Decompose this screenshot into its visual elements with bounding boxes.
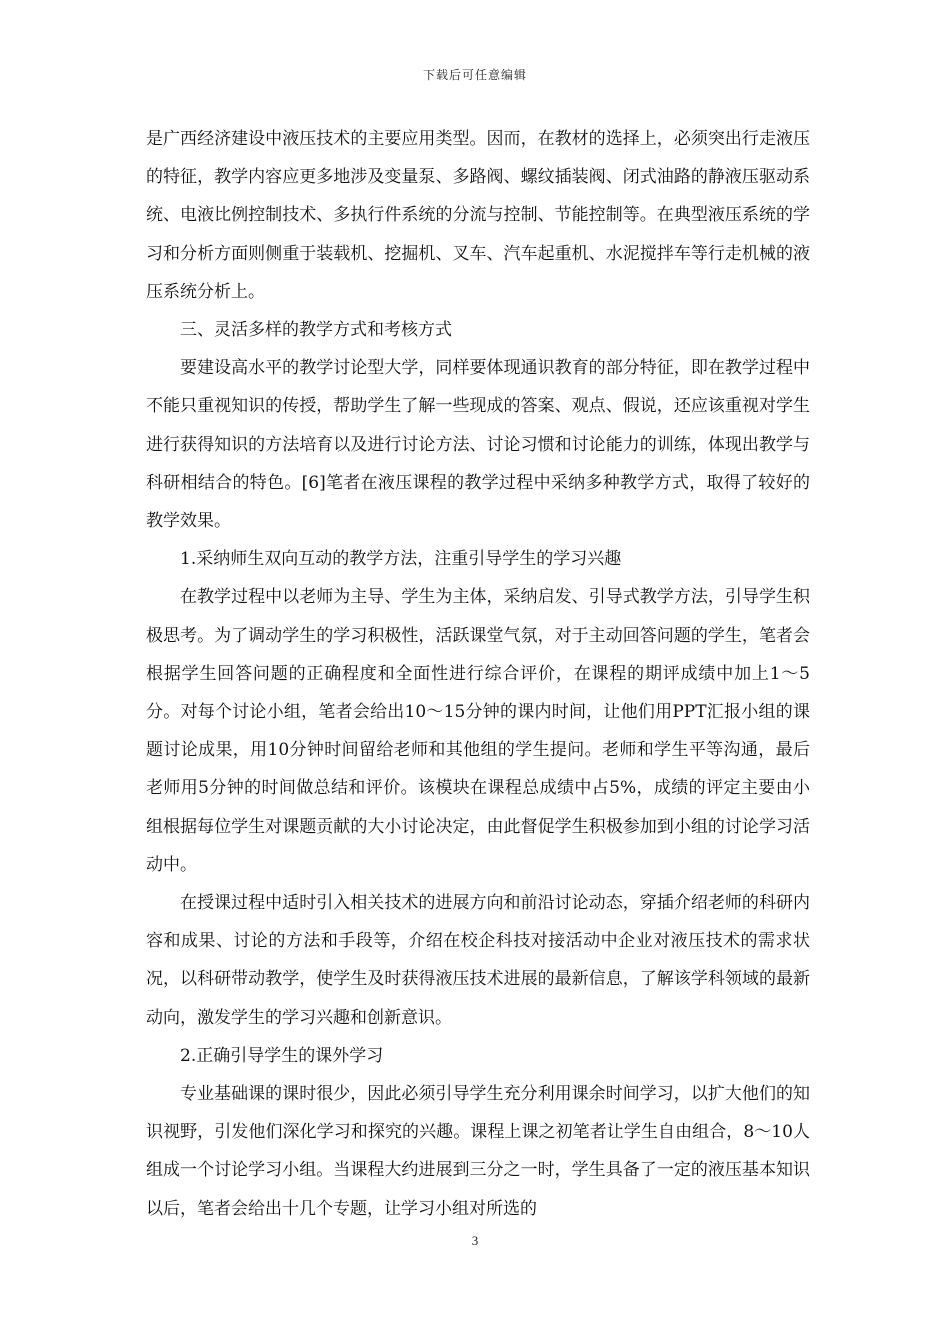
document-body [146,120,810,1228]
paragraph-continuation: 是广西经济建设中液压技术的主要应用类型。因而，在教材的选择上，必须突出行走液压的特征，教学内容应更多地涉及变量泵、多路阀、螺纹插装阀、闭式油路的静液压驱动系统、电液比例控制技术、多执行件系统的分流与控制、节能控制等。在典型液压系统的学习和分析方面则侧重于装载机、挖掘机、叉车、汽车起重机、水泥搅拌车等行走机械的液压系统分析上。 [146,129,810,302]
section-heading: 三、灵活多样的教学方式和考核方式 [180,320,452,341]
paragraph: 在授课过程中适时引入相关技术的进展方向和前沿讨论动态，穿插介绍老师的科研内容和成果、讨论的方法和手段等，介绍在校企科技对接活动中企业对液压技术的需求状况，以科研带动教学，使学生及时获得液压技术进展的最新信息，了解该学科领域的最新动向，激发学生的学习兴趣和创新意识。 [146,893,810,1028]
header-note: 下载后可任意编辑 [422,68,527,82]
subsection-heading: 2.正确引导学生的课外学习 [180,1045,384,1066]
paragraph: 要建设高水平的教学讨论型大学，同样要体现通识教育的部分特征，即在教学过程中不能只重视知识的传授，帮助学生了解一些现成的答案、观点、假说，还应该重视对学生进行获得知识的方法培育以及进行讨论方法、讨论习惯和讨论能力的训练，体现出教学与科研相结合的特色。[6]笔者在液压课程的教学过程中采纳多种教学方式，取得了较好的教学效果。 [146,358,810,532]
paragraph: 专业基础课的课时很少，因此必须引导学生充分利用课余时间学习，以扩大他们的知识视野，引发他们深化学习和探究的兴趣。课程上课之初笔者让学生自由组合，8～10人组成一个讨论学习小组。当课程大约进展到三分之一时，学生具备了一定的液压基本知识以后，笔者会给出十几个专题，让学习小组对所选的 [146,1084,810,1219]
page-number: 3 [471,1233,479,1248]
subsection-heading: 1.采纳师生双向互动的教学方法，注重引导学生的学习兴趣 [180,549,622,570]
paragraph: 在教学过程中以老师为主导、学生为主体，采纳启发、引导式教学方法，引导学生积极思考。为了调动学生的学习积极性，活跃课堂气氛，对于主动回答问题的学生，笔者会根据学生回答问题的正确程度和全面性进行综合评价，在课程的期评成绩中加上1～5分。对每个讨论小组，笔者会给出10～15分钟的课内时间，让他们用PPT汇报小组的课题讨论成果，用10分钟时间留给老师和其他组的学生提问。老师和学生平等沟通，最后老师用5分钟的时间做总结和评价。该模块在课程总成绩中占5%，成绩的评定主要由小组根据每位学生对课题贡献的大小讨论决定，由此督促学生积极参加到小组的讨论学习活动中。 [146,587,810,875]
